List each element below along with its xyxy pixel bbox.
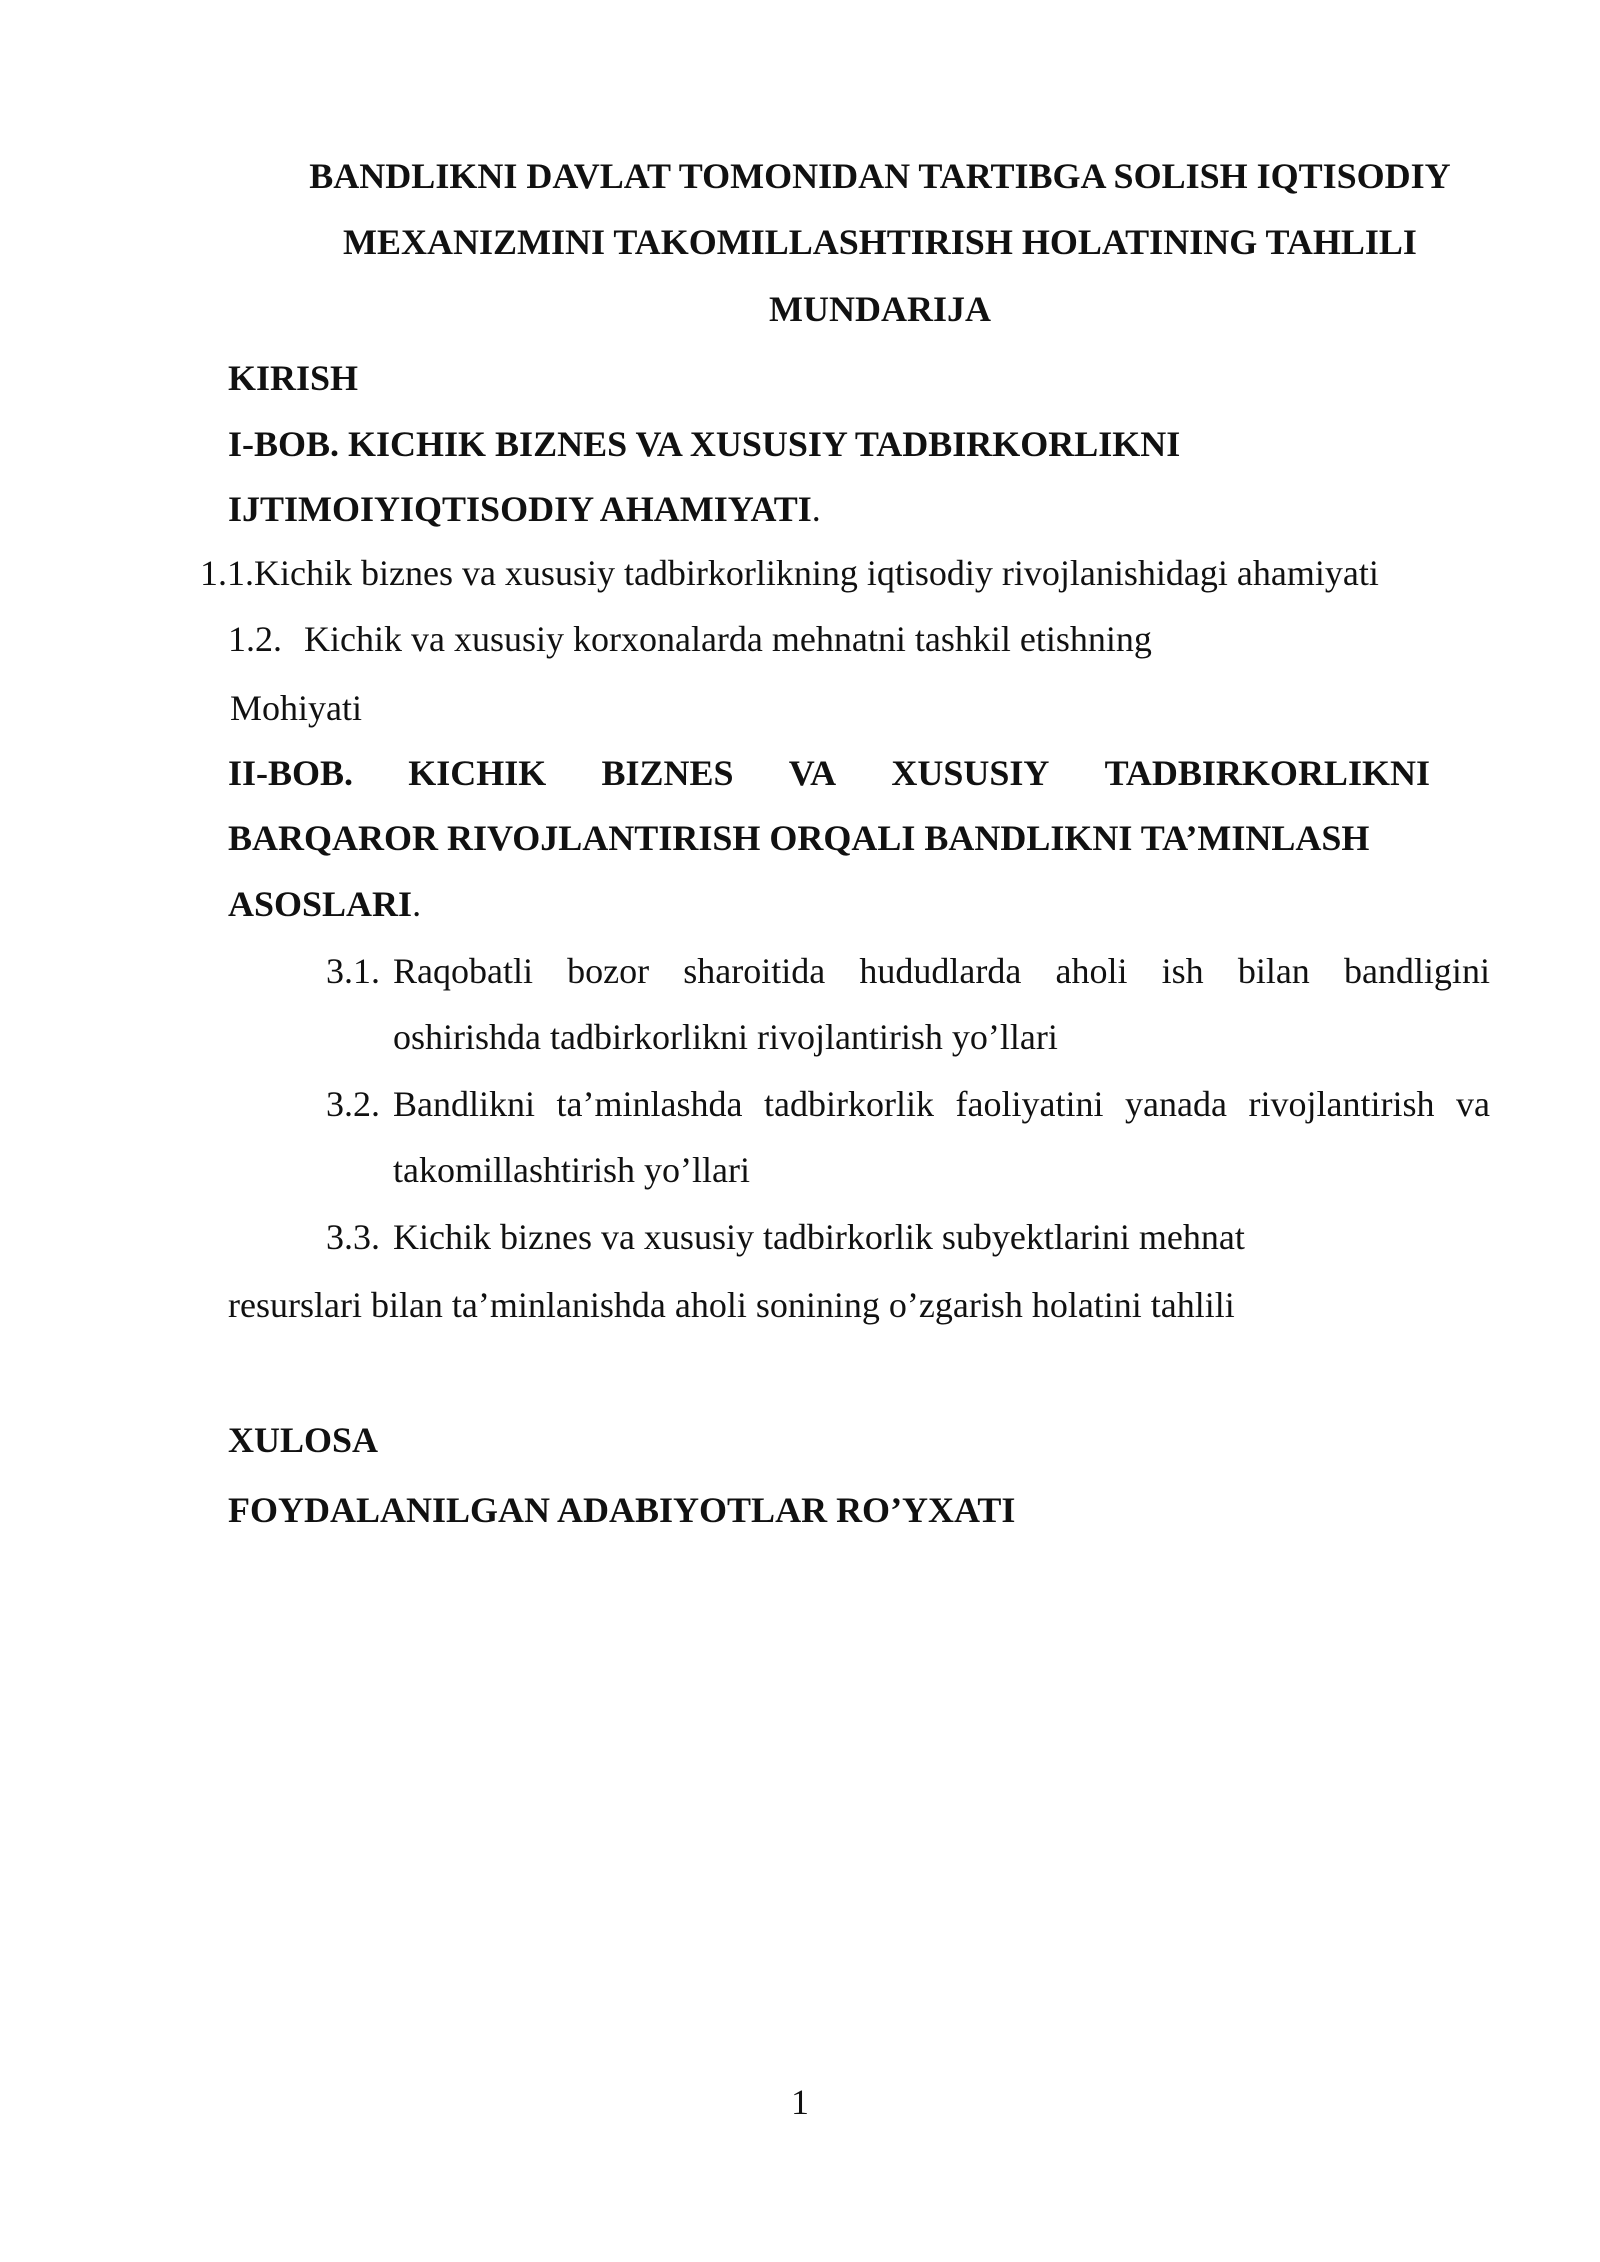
toc-chapter-1-title: IJTIMOIYIQTISODIY AHAMIYATI (228, 489, 812, 529)
toc-chapter-1-line-2 (228, 487, 821, 531)
toc-section-1-2-number: 1.2. (228, 619, 282, 659)
toc-chapter-2-line-3 (228, 882, 421, 926)
toc-chapter-1-period: . (811, 489, 821, 529)
toc-section-1-2-line-2: Mohiyati (230, 688, 362, 728)
toc-chapter-2-word: VA (788, 753, 837, 793)
toc-section-3-2-word: yanada (1125, 1084, 1227, 1124)
toc-chapter-2-word: II-BOB. (228, 753, 354, 793)
page-number: 1 (791, 2082, 809, 2122)
toc-section-1-1: 1.1.Kichik biznes va xususiy tadbirkorlikning iqtisodiy rivojlanishidagi ahamiyati (200, 553, 1379, 593)
toc-chapter-2-period: . (412, 884, 422, 924)
contents-heading: MUNDARIJA (769, 289, 991, 329)
toc-intro: KIRISH (228, 358, 359, 398)
toc-section-1-2-line-1 (228, 617, 1152, 661)
toc-section-3-2-line-1 (393, 1082, 1490, 1126)
toc-section-3-1-word: aholi (1055, 951, 1128, 991)
toc-chapter-2-line-2: BARQAROR RIVOJLANTIRISH ORQALI BANDLIKNI TA’MINLASH (228, 818, 1370, 858)
toc-chapter-2-title-end: ASOSLARI (228, 884, 413, 924)
toc-section-3-2-word: rivojlantirish (1248, 1084, 1435, 1124)
toc-section-1-2-text: Kichik va xususiy korxonalarda mehnatni tashkil etishning (304, 619, 1152, 659)
toc-section-3-2-word: tadbirkorlik (764, 1084, 934, 1124)
toc-section-3-1-word: bilan (1237, 951, 1310, 991)
toc-section-3-2-number: 3.2. (326, 1084, 380, 1124)
toc-chapter-2-line-1 (228, 751, 1430, 795)
toc-section-3-1-number: 3.1. (326, 951, 380, 991)
toc-section-3-2-word: va (1456, 1084, 1490, 1124)
toc-chapter-2-word: KICHIK (408, 753, 547, 793)
toc-section-3-1-word: sharoitida (683, 951, 826, 991)
toc-chapter-1-line-1: I-BOB. KICHIK BIZNES VA XUSUSIY TADBIRKORLIKNI (228, 424, 1181, 464)
toc-chapter-2-word: TADBIRKORLIKNI (1104, 753, 1430, 793)
toc-chapter-2-word: BIZNES (601, 753, 734, 793)
toc-section-3-2-line-2: takomillashtirish yo’llari (393, 1150, 750, 1190)
toc-references: FOYDALANILGAN ADABIYOTLAR RO’YXATI (228, 1490, 1016, 1530)
toc-section-3-3-number: 3.3. (326, 1217, 380, 1257)
toc-section-3-2-word: ta’minlashda (556, 1084, 743, 1124)
toc-section-3-3-line-1: Kichik biznes va xususiy tadbirkorlik subyektlarini mehnat (393, 1217, 1245, 1257)
toc-section-3-1-line-2: oshirishda tadbirkorlikni rivojlantirish yo’llari (393, 1017, 1058, 1057)
document-title-line-2: MEXANIZMINI TAKOMILLASHTIRISH HOLATINING TAHLILI (343, 222, 1417, 262)
toc-chapter-2-word: XUSUSIY (891, 753, 1050, 793)
toc-section-3-1-word: ish (1161, 951, 1204, 991)
toc-section-3-1-word: Raqobatli (393, 951, 533, 991)
toc-section-3-1-line-1 (393, 949, 1490, 993)
toc-section-3-1-word: hududlarda (859, 951, 1022, 991)
toc-section-3-1-word: bozor (567, 951, 650, 991)
toc-section-3-1-word: bandligini (1343, 951, 1490, 991)
document-title-line-1: BANDLIKNI DAVLAT TOMONIDAN TARTIBGA SOLISH IQTISODIY (309, 156, 1451, 196)
toc-section-3-2-word: faoliyatini (955, 1084, 1104, 1124)
toc-section-3-2-word: Bandlikni (393, 1084, 535, 1124)
toc-conclusion: XULOSA (228, 1420, 379, 1460)
toc-section-3-3-line-2: resurslari bilan ta’minlanishda aholi sonining o’zgarish holatini tahlili (228, 1285, 1235, 1325)
